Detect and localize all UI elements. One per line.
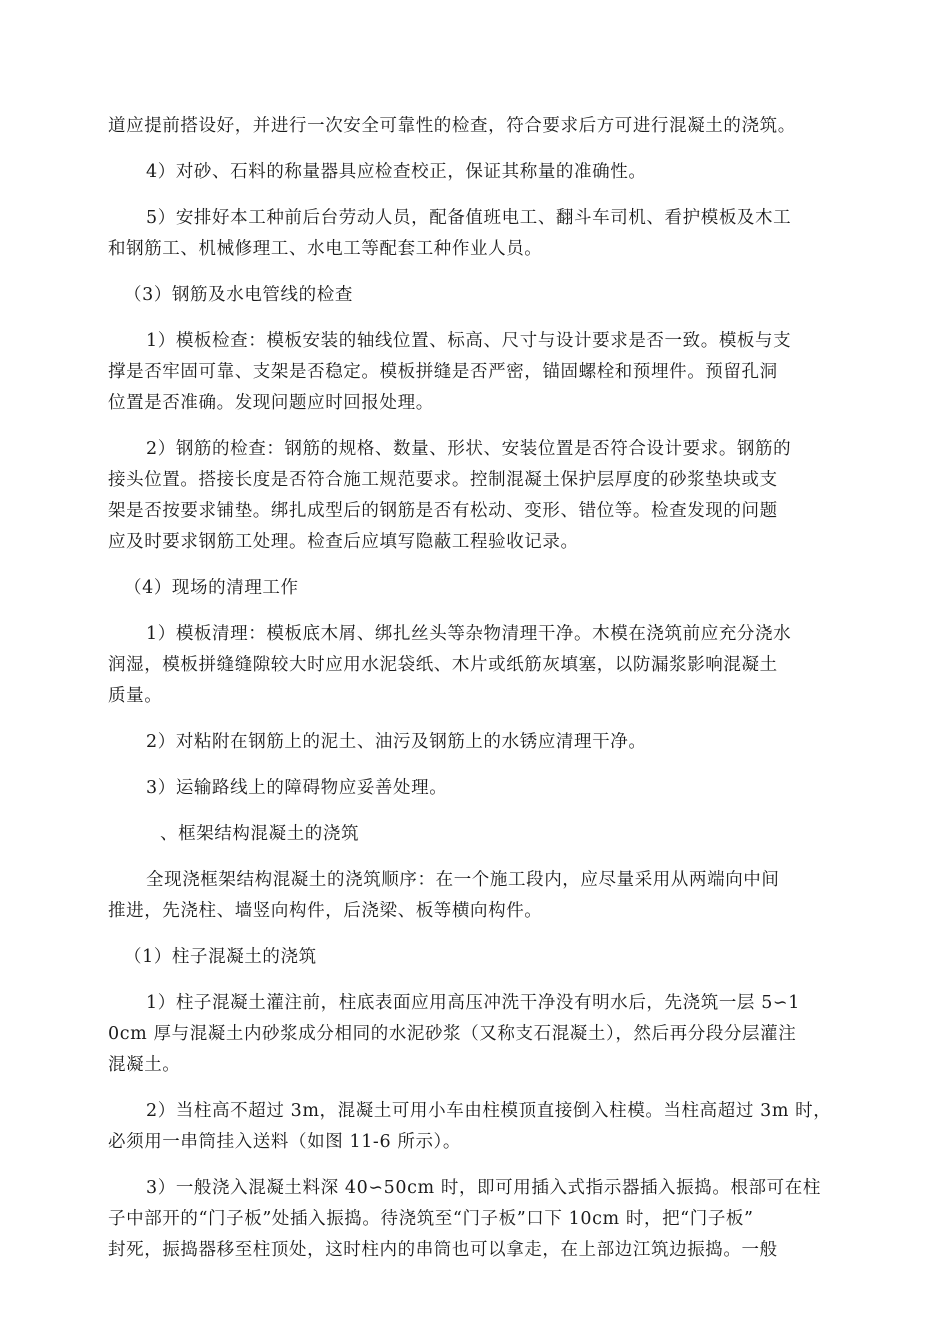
text-line: 1）模板清理：模板底木屑、绑扎丝头等杂物清理干净。木模在浇筑前应充分浇水 [146, 624, 792, 644]
text-line: 2）当柱高不超过 3m，混凝土可用小车由柱模顶直接倒入柱模。当柱高超过 3m 时， [146, 1101, 832, 1121]
section-heading: 、框架结构混凝土的浇筑 [160, 824, 360, 844]
text-line: 接头位置。搭接长度是否符合施工规范要求。控制混凝土保护层厚度的砂浆垫块或支 [108, 470, 778, 490]
text-line: 子中部开的“门子板”处插入振捣。待浇筑至“门子板”口下 10cm 时，把“门子板” [108, 1209, 754, 1229]
text-line: 3）运输路线上的障碍物应妥善处理。 [146, 778, 448, 798]
text-line: 0cm 厚与混凝土内砂浆成分相同的水泥砂浆（又称支石混凝土），然后再分段分层灌注 [108, 1024, 797, 1044]
text-line: 2）对粘附在钢筋上的泥土、油污及钢筋上的水锈应清理干净。 [146, 732, 647, 752]
section-heading: （4）现场的清理工作 [124, 578, 299, 598]
text-line: 质量。 [108, 686, 163, 706]
text-line: 1）模板检查：模板安装的轴线位置、标高、尺寸与设计要求是否一致。模板与支 [146, 331, 792, 351]
text-line: 推进，先浇柱、墙竖向构件，后浇梁、板等横向构件。 [108, 901, 543, 921]
text-line: 全现浇框架结构混凝土的浇筑顺序：在一个施工段内，应尽量采用从两端向中间 [146, 870, 780, 890]
text-line: 必须用一串筒挂入送料（如图 11-6 所示）。 [108, 1132, 461, 1152]
text-line: 道应提前搭设好，并进行一次安全可靠性的检查，符合要求后方可进行混凝土的浇筑。 [108, 116, 796, 136]
text-line: 封死，振捣器移至柱顶处，这时柱内的串筒也可以拿走，在上部边江筑边振捣。一般 [108, 1240, 778, 1260]
text-line: 和钢筋工、机械修理工、水电工等配套工种作业人员。 [108, 239, 543, 259]
text-line: 润湿，模板拼缝缝隙较大时应用水泥袋纸、木片或纸筋灰填塞，以防漏浆影响混凝土 [108, 655, 778, 675]
text-line: 3）一般浇入混凝土料深 40∽50cm 时，即可用插入式指示器插入振捣。根部可在柱 [146, 1178, 821, 1198]
section-heading: （3）钢筋及水电管线的检查 [124, 285, 353, 305]
text-line: 2）钢筋的检查：钢筋的规格、数量、形状、安装位置是否符合设计要求。钢筋的 [146, 439, 792, 459]
text-line: 5）安排好本工种前后台劳动人员，配备值班电工、翻斗车司机、看护模板及木工 [146, 208, 792, 228]
text-line: 撑是否牢固可靠、支架是否稳定。模板拼缝是否严密，锚固螺栓和预埋件。预留孔洞 [108, 362, 778, 382]
text-line: 混凝土。 [108, 1055, 181, 1075]
text-line: 1）柱子混凝土灌注前，柱底表面应用高压冲洗干净没有明水后，先浇筑一层 5∽1 [146, 993, 800, 1013]
text-line: 位置是否准确。发现问题应时回报处理。 [108, 393, 434, 413]
text-line: 架是否按要求铺垫。绑扎成型后的钢筋是否有松动、变形、错位等。检查发现的问题 [108, 501, 778, 521]
section-heading: （1）柱子混凝土的浇筑 [124, 947, 317, 967]
text-line: 应及时要求钢筋工处理。检查后应填写隐蔽工程验收记录。 [108, 532, 579, 552]
text-line: 4）对砂、石料的称量器具应检查校正，保证其称量的准确性。 [146, 162, 647, 182]
